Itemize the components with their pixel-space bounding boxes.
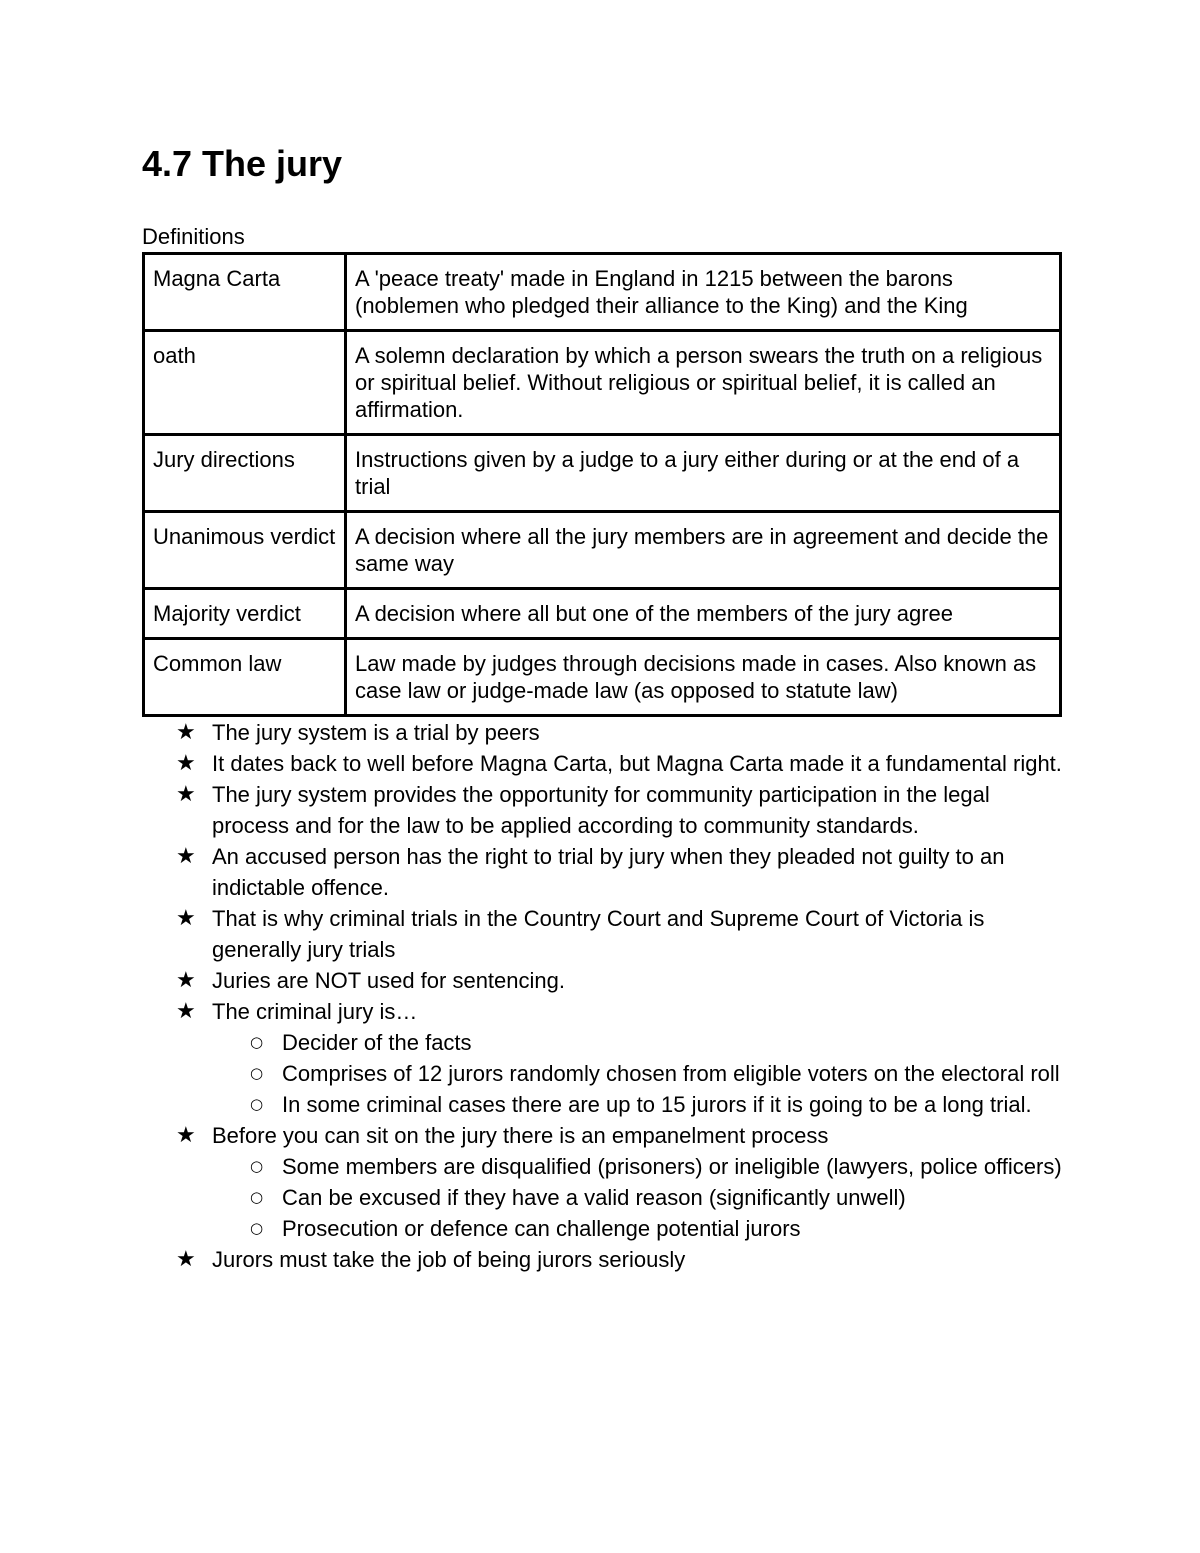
circle-bullet-icon: ○ bbox=[250, 1188, 264, 1206]
list-item-text: It dates back to well before Magna Carta, but Magna Carta made it a fundamental right. bbox=[212, 751, 1062, 776]
sub-list-item bbox=[212, 1027, 1062, 1058]
table-row bbox=[144, 512, 1061, 589]
circle-bullet-icon: ○ bbox=[250, 1219, 264, 1237]
list-item bbox=[142, 779, 1062, 841]
sub-list-item-text: Some members are disqualified (prisoners) or ineligible (lawyers, police officers) bbox=[282, 1154, 1062, 1179]
sub-list-item bbox=[212, 1058, 1062, 1089]
star-bullet-icon: ★ bbox=[176, 1123, 196, 1148]
term-cell: Unanimous verdict bbox=[144, 512, 346, 589]
sub-list-item-text: Comprises of 12 jurors randomly chosen from eligible voters on the electoral roll bbox=[282, 1061, 1060, 1086]
table-row bbox=[144, 254, 1061, 331]
table-row bbox=[144, 435, 1061, 512]
list-item bbox=[142, 1244, 1062, 1275]
definition-cell: A 'peace treaty' made in England in 1215 between the barons (noblemen who pledged their alliance to the King) and the King bbox=[346, 254, 1061, 331]
definitions-heading: Definitions bbox=[142, 224, 245, 249]
definition-cell: A decision where all but one of the members of the jury agree bbox=[346, 589, 1061, 639]
term-cell: Jury directions bbox=[144, 435, 346, 512]
star-bullet-icon: ★ bbox=[176, 906, 196, 931]
list-item-text: The jury system is a trial by peers bbox=[212, 720, 540, 745]
list-item bbox=[142, 903, 1062, 965]
list-item bbox=[142, 717, 1062, 748]
star-bullet-icon: ★ bbox=[176, 782, 196, 807]
list-item bbox=[142, 841, 1062, 903]
list-item-text: Before you can sit on the jury there is an empanelment process bbox=[212, 1123, 829, 1148]
sub-list-item-text: Can be excused if they have a valid reason (significantly unwell) bbox=[282, 1185, 906, 1210]
star-bullet-icon: ★ bbox=[176, 751, 196, 776]
definition-cell: A decision where all the jury members are in agreement and decide the same way bbox=[346, 512, 1061, 589]
list-item-text: An accused person has the right to trial by jury when they pleaded not guilty to an indictable offence. bbox=[212, 844, 1005, 900]
definition-cell: Law made by judges through decisions made in cases. Also known as case law or judge-made law (as opposed to statute law) bbox=[346, 639, 1061, 716]
sub-list-item bbox=[212, 1182, 1062, 1213]
circle-bullet-icon: ○ bbox=[250, 1033, 264, 1051]
sub-list-item bbox=[212, 1151, 1062, 1182]
list-item-text: Juries are NOT used for sentencing. bbox=[212, 968, 565, 993]
sub-list-item-text: In some criminal cases there are up to 15 jurors if it is going to be a long trial. bbox=[282, 1092, 1032, 1117]
term-cell: oath bbox=[144, 331, 346, 435]
list-item-text: The criminal jury is… bbox=[212, 999, 418, 1024]
table-row bbox=[144, 589, 1061, 639]
definitions-table bbox=[142, 252, 1062, 717]
page-title: 4.7 The jury bbox=[142, 143, 343, 184]
sub-list-item bbox=[212, 1089, 1062, 1120]
list-item bbox=[142, 748, 1062, 779]
table-row bbox=[144, 639, 1061, 716]
list-item-text: That is why criminal trials in the Country Court and Supreme Court of Victoria is generally jury trials bbox=[212, 906, 985, 962]
definition-cell: A solemn declaration by which a person swears the truth on a religious or spiritual belief. Without religious or spiritual belief, it is called an affirmation. bbox=[346, 331, 1061, 435]
sub-list-item-text: Prosecution or defence can challenge potential jurors bbox=[282, 1216, 801, 1241]
list-item bbox=[142, 965, 1062, 996]
star-bullet-icon: ★ bbox=[176, 844, 196, 869]
list-item-text: Jurors must take the job of being jurors seriously bbox=[212, 1247, 686, 1272]
circle-bullet-icon: ○ bbox=[250, 1095, 264, 1113]
sub-list-item bbox=[212, 1213, 1062, 1244]
jury-bullet-list bbox=[142, 717, 1062, 1275]
sub-list-item-text: Decider of the facts bbox=[282, 1030, 472, 1055]
circle-bullet-icon: ○ bbox=[250, 1064, 264, 1082]
list-item bbox=[142, 996, 1062, 1120]
list-item-text: The jury system provides the opportunity for community participation in the legal process and for the law to be applied according to community standards. bbox=[212, 782, 990, 838]
star-bullet-icon: ★ bbox=[176, 720, 196, 745]
term-cell: Common law bbox=[144, 639, 346, 716]
circle-bullet-icon: ○ bbox=[250, 1157, 264, 1175]
sub-list bbox=[212, 1027, 1062, 1120]
star-bullet-icon: ★ bbox=[176, 968, 196, 993]
table-row bbox=[144, 331, 1061, 435]
star-bullet-icon: ★ bbox=[176, 999, 196, 1024]
star-bullet-icon: ★ bbox=[176, 1247, 196, 1272]
term-cell: Magna Carta bbox=[144, 254, 346, 331]
list-item bbox=[142, 1120, 1062, 1244]
document-page bbox=[142, 140, 1062, 1275]
definition-cell: Instructions given by a judge to a jury either during or at the end of a trial bbox=[346, 435, 1061, 512]
sub-list bbox=[212, 1151, 1062, 1244]
term-cell: Majority verdict bbox=[144, 589, 346, 639]
